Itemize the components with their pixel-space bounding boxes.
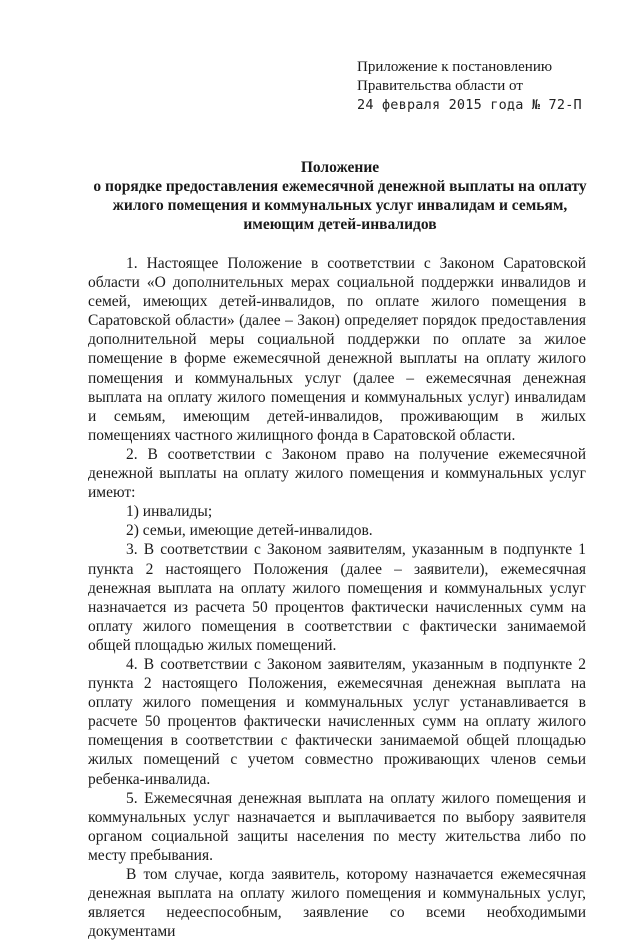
appendix-note: [357, 58, 582, 115]
paragraph-6: В том случае, когда заявитель, которому назначается ежемесячная денежная выплата на оплату жилого помещения и коммунальных услуг, является недееспособным, заявление со всеми необходимыми документами: [88, 866, 586, 941]
paragraph-5: 5. Ежемесячная денежная выплата на оплату жилого помещения и коммунальных услуг назначается и выплачивается по выбору заявителя органом социальной защиты населения по месту жительства либо по месту пребывания.: [88, 789, 586, 864]
paragraph-3: 3. В соответствии с Законом заявителям, указанным в подпункте 1 пункта 2 настоящего Положения (далее – заявители), ежемесячная денежная выплата на оплату жилого помещения и коммунальных услуг назначается из расчета 50 процентов фактически начисленных сумм на оплату жилого помещения в соответствии с фактически занимаемой общей площадью жилых помещений.: [88, 541, 586, 654]
paragraph-2: 2. В соответствии с Законом право на получение ежемесячной денежной выплаты на оплату жилого помещения и коммунальных услуг имеют:: [88, 445, 586, 502]
document-subtitle-line-2: жилого помещения и коммунальных услуг инвалидам и семьям,: [112, 197, 568, 214]
document-subtitle-line-3: имеющим детей-инвалидов: [243, 216, 437, 233]
paragraph-1: 1. Настоящее Положение в соответствии с Законом Саратовской области «О дополнительных мерах социальной поддержки инвалидов и семей, имеющих детей-инвалидов, по оплате жилого помещения в Саратовской области» (далее – Закон) определяет порядок предоставления дополнительной меры социальной поддержки по оплате за жилое помещение в форме ежемесячной денежной выплаты на оплату жилого помещения и коммунальных услуг (далее – ежемесячная денежная выплата на оплату жилого помещения и коммунальных услуг) инвалидам и семьям, имеющим детей-инвалидов, проживающим в жилых помещениях частного жилищного фонда в Саратовской области.: [88, 255, 586, 444]
resolution-date-stamp: 24 февраля 2015 года № 72-П: [357, 97, 582, 113]
list-item-invalids: 1) инвалиды;: [126, 503, 213, 521]
appendix-line-1: Приложение к постановлению: [357, 59, 553, 75]
document-subtitle-line-1: о порядке предоставления ежемесячной денежной выплаты на оплату: [93, 178, 587, 195]
document-heading: [80, 158, 600, 234]
document-title: Положение: [300, 159, 380, 176]
list-item-families: 2) семьи, имеющие детей-инвалидов.: [126, 522, 373, 540]
appendix-line-2: Правительства области от: [357, 78, 523, 94]
document-body: [88, 254, 586, 941]
paragraph-4: 4. В соответствии с Законом заявителям, указанным в подпункте 2 пункта 2 настоящего Положения, ежемесячная денежная выплата на оплату жилого помещения и коммунальных услуг устанавливается в расчете 50 процентов фактически начисленных сумм на оплату жилого помещения в соответствии с фактически занимаемой общей площадью жилых помещений с учетом совместно проживающих членов семьи ребенка-инвалида.: [88, 655, 586, 788]
